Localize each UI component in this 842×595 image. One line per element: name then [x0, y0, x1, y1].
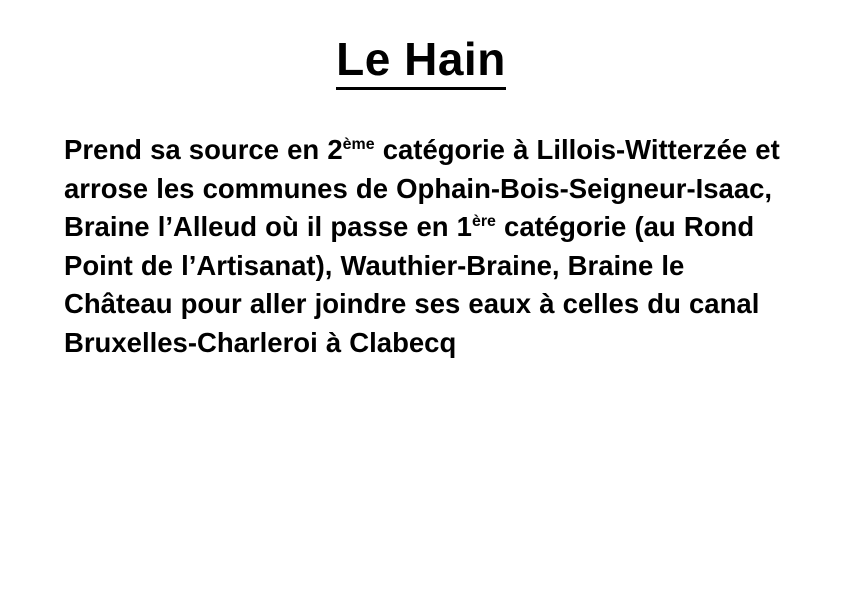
- page-title: [0, 34, 842, 90]
- body-text-segment-0: Prend sa source en 2: [64, 134, 343, 165]
- ordinal-suffix-3: ère: [471, 212, 496, 230]
- body-text-segment-4: catégorie (au Rond Point de l’Artisanat), Wauthier-Braine, Braine le Château pour aller joindre ses eaux à celles du canal Bruxelles-Charleroi à Clabecq: [64, 211, 760, 358]
- ordinal-suffix-1: ème: [342, 135, 375, 153]
- body-text-segment-2: catégorie à Lillois-Witterzée et arrose les communes de Ophain-Bois-Seigneur-Isaac, Braine l’Alleud où il passe en 1: [64, 134, 780, 242]
- body-paragraph: [64, 131, 794, 362]
- page-title-text: Le Hain: [336, 34, 506, 90]
